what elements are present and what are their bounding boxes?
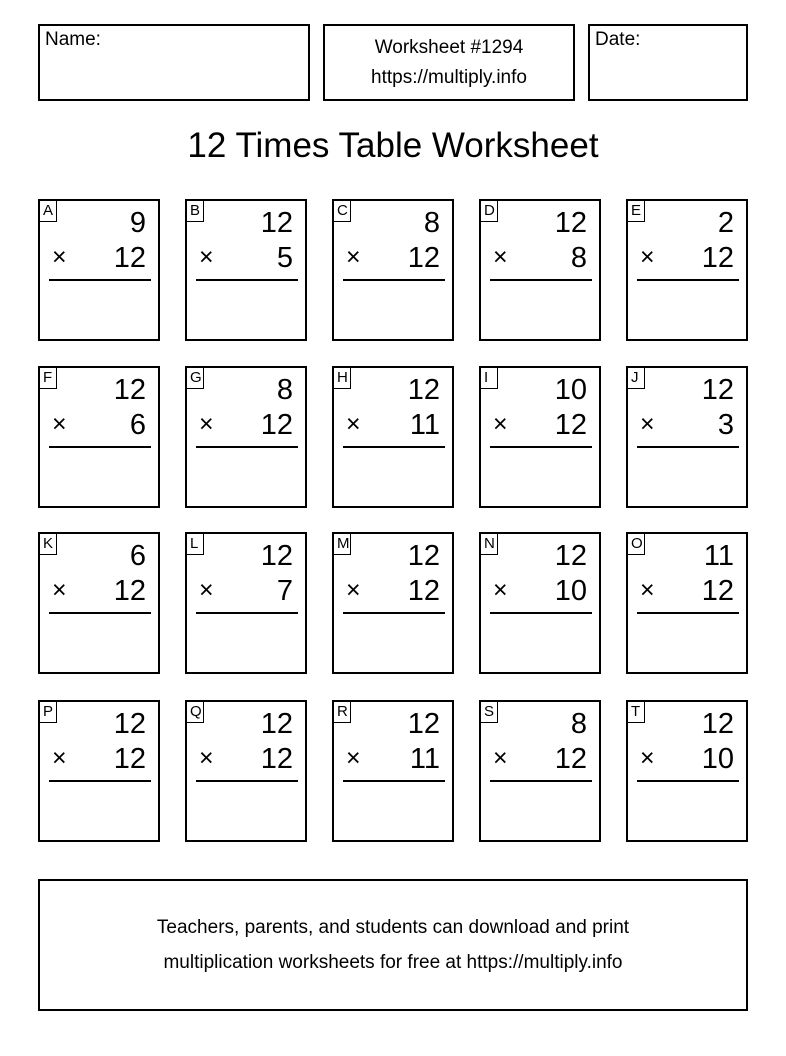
footer-line-2: multiplication worksheets for free at https://multiply.info (163, 952, 623, 973)
answer-line (637, 612, 739, 614)
multiplicand: 12 (260, 540, 293, 572)
times-icon: × (346, 410, 361, 438)
times-icon: × (199, 243, 214, 271)
problem-letter: H (333, 367, 351, 389)
problem-letter: P (39, 701, 57, 723)
problem-letter: S (480, 701, 498, 723)
multiplicand: 12 (113, 374, 146, 406)
problem-letter: K (39, 533, 57, 555)
multiplicand: 8 (570, 708, 587, 740)
worksheet-number: Worksheet #1294 (374, 37, 524, 58)
multiplier: 12 (554, 743, 587, 775)
problem-letter: J (627, 367, 645, 389)
multiplicand: 9 (129, 207, 146, 239)
times-icon: × (346, 744, 361, 772)
multiplicand: 12 (407, 708, 440, 740)
multiplicand: 12 (701, 708, 734, 740)
problem-letter: Q (186, 701, 204, 723)
multiplicand: 11 (703, 540, 734, 572)
problem-card-t[interactable] (626, 700, 748, 842)
times-icon: × (199, 744, 214, 772)
multiplier: 12 (113, 743, 146, 775)
multiplier: 12 (701, 575, 734, 607)
problem-letter: E (627, 200, 645, 222)
times-icon: × (493, 410, 508, 438)
multiplier: 12 (554, 409, 587, 441)
problem-letter: G (186, 367, 204, 389)
multiplier: 12 (113, 575, 146, 607)
multiplicand: 12 (407, 540, 440, 572)
worksheet-url: https://multiply.info (371, 67, 527, 88)
answer-line (196, 780, 298, 782)
multiplier: 3 (717, 409, 734, 441)
footer-box (38, 879, 748, 1011)
answer-line (49, 780, 151, 782)
answer-line (490, 612, 592, 614)
multiplicand: 12 (554, 207, 587, 239)
answer-line (49, 612, 151, 614)
multiplier: 8 (570, 242, 587, 274)
multiplicand: 12 (554, 540, 587, 572)
problem-card-b[interactable] (185, 199, 307, 341)
times-icon: × (640, 744, 655, 772)
problem-card-m[interactable] (332, 532, 454, 674)
multiplicand: 6 (129, 540, 146, 572)
problem-letter: B (186, 200, 204, 222)
times-icon: × (199, 576, 214, 604)
multiplier: 7 (276, 575, 293, 607)
answer-line (343, 279, 445, 281)
problem-letter: R (333, 701, 351, 723)
multiplicand: 12 (260, 708, 293, 740)
answer-line (637, 446, 739, 448)
times-icon: × (52, 744, 67, 772)
problem-card-o[interactable] (626, 532, 748, 674)
answer-line (49, 279, 151, 281)
problem-card-d[interactable] (479, 199, 601, 341)
answer-line (196, 446, 298, 448)
multiplier: 12 (701, 242, 734, 274)
multiplicand: 12 (113, 708, 146, 740)
times-icon: × (493, 243, 508, 271)
answer-line (490, 446, 592, 448)
multiplicand: 2 (717, 207, 734, 239)
date-label: Date: (595, 29, 641, 50)
times-icon: × (640, 576, 655, 604)
problem-letter: D (480, 200, 498, 222)
date-field[interactable] (588, 24, 748, 101)
name-label: Name: (45, 29, 101, 50)
times-icon: × (640, 410, 655, 438)
name-field[interactable] (38, 24, 310, 101)
problem-card-h[interactable] (332, 366, 454, 508)
problem-letter: L (186, 533, 204, 555)
multiplicand: 8 (423, 207, 440, 239)
problem-card-g[interactable] (185, 366, 307, 508)
multiplier: 5 (276, 242, 293, 274)
problem-card-a[interactable] (38, 199, 160, 341)
multiplier: 10 (554, 575, 587, 607)
problem-card-i[interactable] (479, 366, 601, 508)
page-title: 12 Times Table Worksheet (187, 126, 599, 165)
problem-letter: I (480, 367, 498, 389)
problem-card-n[interactable] (479, 532, 601, 674)
problem-card-e[interactable] (626, 199, 748, 341)
times-icon: × (346, 243, 361, 271)
problem-card-j[interactable] (626, 366, 748, 508)
answer-line (490, 279, 592, 281)
problem-card-l[interactable] (185, 532, 307, 674)
problem-card-s[interactable] (479, 700, 601, 842)
problem-card-c[interactable] (332, 199, 454, 341)
multiplier: 12 (113, 242, 146, 274)
problem-letter: F (39, 367, 57, 389)
problem-card-r[interactable] (332, 700, 454, 842)
problem-card-k[interactable] (38, 532, 160, 674)
answer-line (637, 780, 739, 782)
multiplicand: 8 (276, 374, 293, 406)
multiplier: 11 (409, 409, 440, 441)
multiplicand: 12 (260, 207, 293, 239)
problem-letter: N (480, 533, 498, 555)
multiplicand: 10 (554, 374, 587, 406)
multiplicand: 12 (701, 374, 734, 406)
times-icon: × (52, 576, 67, 604)
problem-card-q[interactable] (185, 700, 307, 842)
problem-letter: A (39, 200, 57, 222)
problem-letter: C (333, 200, 351, 222)
multiplier: 12 (260, 409, 293, 441)
multiplier: 12 (407, 575, 440, 607)
problem-letter: T (627, 701, 645, 723)
problem-letter: M (333, 533, 351, 555)
multiplier: 12 (407, 242, 440, 274)
times-icon: × (640, 243, 655, 271)
problem-card-p[interactable] (38, 700, 160, 842)
answer-line (490, 780, 592, 782)
problem-letter: O (627, 533, 645, 555)
answer-line (343, 612, 445, 614)
worksheet-info-box (323, 24, 575, 101)
footer-line-1: Teachers, parents, and students can download and print (156, 917, 630, 938)
answer-line (49, 446, 151, 448)
multiplier: 12 (260, 743, 293, 775)
multiplier: 6 (129, 409, 146, 441)
times-icon: × (346, 576, 361, 604)
times-icon: × (199, 410, 214, 438)
times-icon: × (493, 576, 508, 604)
multiplier: 10 (701, 743, 734, 775)
problem-card-f[interactable] (38, 366, 160, 508)
answer-line (196, 612, 298, 614)
multiplier: 11 (409, 743, 440, 775)
multiplicand: 12 (407, 374, 440, 406)
times-icon: × (52, 243, 67, 271)
answer-line (196, 279, 298, 281)
answer-line (637, 279, 739, 281)
times-icon: × (493, 744, 508, 772)
answer-line (343, 780, 445, 782)
times-icon: × (52, 410, 67, 438)
answer-line (343, 446, 445, 448)
